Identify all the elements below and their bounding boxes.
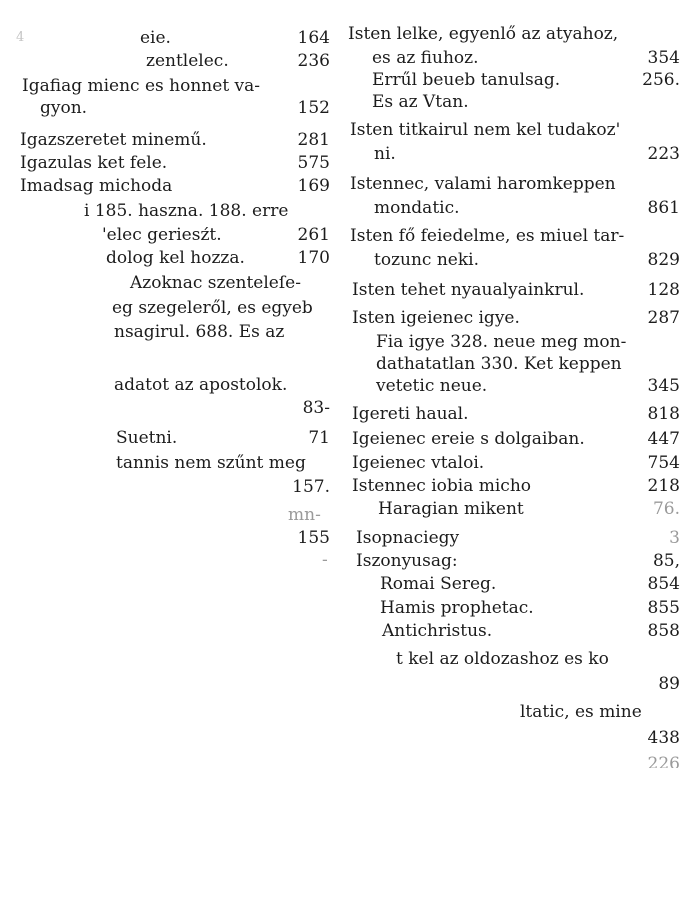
index-entry (348, 46, 692, 70)
entry-page: 3 (669, 528, 680, 548)
entry-page: 287 (647, 308, 680, 328)
entry-text: zentlelec. (146, 51, 229, 71)
entry-text: Hamis prophetac. (380, 598, 534, 618)
index-entry (348, 752, 692, 768)
index-entry (0, 475, 338, 499)
entry-text: ni. (374, 144, 396, 164)
entry-text: mondatic. (374, 198, 460, 218)
entry-text: gyon. (40, 98, 88, 118)
entry-page: 345 (647, 376, 680, 396)
entry-text: - (322, 550, 328, 570)
entry-page: 438 (647, 728, 680, 748)
entry-page: 354 (647, 48, 680, 68)
entry-text: Imadsag michoda (20, 176, 173, 196)
entry-text: Igeienec ereie s dolgaiban. (352, 429, 585, 449)
entry-text: adatot az apostolok. (114, 375, 288, 395)
index-entry (0, 451, 338, 475)
entry-text: Es az Vtan. (372, 92, 469, 112)
entry-text: Igafiag mienc es honnet va- (22, 76, 261, 96)
index-entry (348, 402, 692, 426)
index-entry (348, 142, 692, 166)
index-entry (0, 320, 338, 344)
entry-text: eg szegeleről, es egyeb (112, 298, 313, 318)
entry-text: Romai Sereg. (380, 574, 497, 594)
entry-text: Haragian mikent (378, 499, 524, 519)
index-entry (348, 451, 692, 475)
entry-page: 226 (647, 754, 680, 768)
entry-page: 281 (297, 130, 330, 150)
entry-text: Igazszeretet minemű. (20, 130, 207, 150)
index-entry (0, 526, 338, 550)
index-entry (0, 96, 338, 120)
index-entry (348, 700, 692, 724)
entry-page: 128 (647, 280, 680, 300)
index-entry (348, 224, 692, 248)
entry-text: Iszonyusag: (356, 551, 458, 571)
index-entry (348, 172, 692, 196)
entry-text: Istennec, valami haromkeppen (350, 174, 616, 194)
entry-text: Igereti haual. (352, 404, 469, 424)
entry-page: 76. (652, 499, 680, 519)
index-entry (0, 548, 338, 572)
index-entry (348, 68, 692, 92)
index-entry (348, 647, 692, 671)
index-entry (348, 726, 692, 750)
entry-page: 83- (302, 398, 330, 418)
index-entry (348, 306, 692, 330)
entry-text: Istennec iobia micho (352, 476, 532, 496)
entry-page: 858 (647, 621, 680, 641)
entry-text: ltatic, es mine (520, 702, 642, 722)
index-entry (0, 426, 338, 450)
index-entry (348, 427, 692, 451)
index-entry (0, 271, 338, 295)
index-entry (348, 248, 692, 272)
entry-text: tozunc neki. (374, 250, 479, 270)
index-entry (348, 549, 692, 573)
index-entry (0, 26, 338, 50)
entry-text: Azoknac szenteleſe- (130, 273, 301, 293)
index-entry (0, 199, 338, 223)
entry-page: 89 (658, 674, 680, 694)
index-entry (0, 49, 338, 73)
entry-text: Isopnaciegy (356, 528, 460, 548)
entry-text: 'elec geriesźt. (102, 225, 222, 245)
entry-text: Suetni. (116, 428, 178, 448)
entry-page: 256. (642, 70, 680, 90)
entry-text: dolog kel hozza. (106, 248, 245, 268)
index-entry (0, 74, 338, 98)
entry-page: 152 (297, 98, 330, 118)
entry-text: Fia igye 328. neue meg mon- (376, 332, 627, 352)
index-entry (348, 22, 692, 46)
entry-text: dathatatlan 330. Ket keppen (376, 354, 622, 374)
entry-page: 854 (647, 574, 680, 594)
entry-page: 218 (647, 476, 680, 496)
entry-text: Errűl beueb tanulsag. (372, 70, 561, 90)
entry-page: 85, (652, 551, 680, 571)
entry-text: es az fiuhoz. (372, 48, 479, 68)
index-entry (348, 526, 692, 550)
entry-page: 754 (647, 453, 680, 473)
entry-text: Igeienec vtaloi. (352, 453, 485, 473)
entry-page: 236 (297, 51, 330, 71)
entry-page: 575 (297, 153, 330, 173)
index-entry (0, 151, 338, 175)
index-entry (348, 596, 692, 620)
index-entry (0, 223, 338, 247)
entry-text: Antichristus. (382, 621, 493, 641)
entry-text: mn- (288, 505, 321, 525)
entry-page: 164 (297, 28, 330, 48)
entry-text: Igazulas ket fele. (20, 153, 168, 173)
entry-page: 829 (647, 250, 680, 270)
index-entry (0, 174, 338, 198)
entry-text: Isten tehet nyaualyainkrul. (352, 280, 585, 300)
entry-page: 261 (297, 225, 330, 245)
index-entry (348, 330, 692, 354)
index-entry (0, 128, 338, 152)
entry-text: Isten fő feiedelme, es miuel tar- (350, 226, 625, 246)
index-entry (0, 246, 338, 270)
index-entry (0, 503, 338, 527)
entry-page: 170 (297, 248, 330, 268)
entry-page: 818 (647, 404, 680, 424)
index-entry (348, 196, 692, 220)
entry-page: 855 (647, 598, 680, 618)
index-entry (348, 278, 692, 302)
index-entry (348, 672, 692, 696)
entry-page: 861 (647, 198, 680, 218)
entry-page: 155 (297, 528, 330, 548)
entry-text: i 185. haszna. 188. erre (84, 201, 289, 221)
index-entry (348, 572, 692, 596)
index-entry (348, 474, 692, 498)
entry-page: 223 (647, 144, 680, 164)
side-mark: 4 (16, 30, 25, 45)
entry-text: t kel az oldozashoz es ko (396, 649, 609, 669)
index-entry (348, 374, 692, 398)
entry-text: nsagirul. 688. Es az (114, 322, 285, 342)
entry-text: Isten igeienec igye. (352, 308, 520, 328)
entry-page: 71 (308, 428, 330, 448)
index-entry (0, 373, 338, 397)
index-entry (348, 90, 692, 114)
entry-text: eie. (140, 28, 171, 48)
entry-page: 157. (292, 477, 330, 497)
entry-page: 169 (297, 176, 330, 196)
index-entry (0, 396, 338, 420)
index-entry (348, 619, 692, 643)
entry-page: 447 (647, 429, 680, 449)
entry-text: Isten lelke, egyenlő az atyahoz, (348, 24, 619, 44)
index-entry (348, 352, 692, 376)
index-entry (0, 296, 338, 320)
entry-text: Isten titkairul nem kel tudakoz' (350, 120, 621, 140)
entry-text: tannis nem szűnt meg (116, 453, 306, 473)
index-entry (348, 118, 692, 142)
entry-text: vetetic neue. (376, 376, 488, 396)
index-entry (348, 497, 692, 521)
